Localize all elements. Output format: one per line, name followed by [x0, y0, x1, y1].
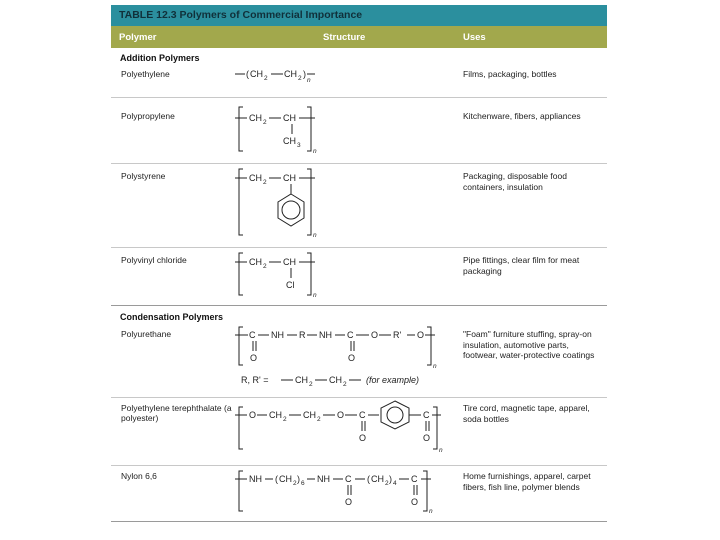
svg-text:CH: CH [303, 410, 316, 420]
svg-text:2: 2 [293, 480, 297, 487]
svg-text:3: 3 [297, 142, 301, 149]
section-condensation-polymers: Condensation Polymers [120, 312, 224, 322]
polypropylene-structure [235, 107, 317, 155]
svg-text:CH: CH [295, 375, 308, 385]
svg-text:2: 2 [263, 263, 267, 270]
polymer-uses: "Foam" furniture stuffing, spray-on insulation, automotive parts, footwear, water-protective coatings [463, 329, 595, 360]
pvc-structure [235, 253, 317, 299]
polymer-name: Polyethylene [121, 69, 170, 79]
svg-text:O: O [249, 410, 257, 420]
svg-text:(: ( [275, 474, 278, 484]
svg-text:CH: CH [284, 69, 297, 79]
svg-text:CH: CH [269, 410, 282, 420]
svg-text:): ) [389, 474, 392, 484]
svg-text:(: ( [367, 474, 370, 484]
polymer-uses: Kitchenware, fibers, appliances [463, 111, 581, 121]
svg-text:O: O [417, 330, 425, 340]
svg-text:C: C [423, 410, 430, 420]
svg-text:2: 2 [385, 480, 389, 487]
svg-text:n: n [429, 508, 433, 515]
svg-text:): ) [297, 474, 300, 484]
svg-text:C: C [359, 410, 366, 420]
svg-text:O: O [345, 497, 353, 507]
svg-text:NH: NH [249, 474, 262, 484]
svg-text:CH: CH [283, 136, 296, 146]
svg-text:n: n [313, 148, 317, 155]
table-title: TABLE 12.3 Polymers of Commercial Importance [119, 9, 363, 21]
svg-text:4: 4 [393, 480, 397, 487]
svg-text:R: R [299, 330, 306, 340]
svg-text:n: n [313, 292, 317, 299]
svg-text:2: 2 [263, 179, 267, 186]
polymer-uses: Packaging, disposable food containers, insulation [463, 171, 567, 192]
svg-text:C: C [411, 474, 418, 484]
section-addition-polymers: Addition Polymers [120, 53, 200, 63]
svg-text:2: 2 [309, 381, 313, 388]
svg-text:(: ( [246, 69, 249, 79]
svg-text:CH: CH [371, 474, 384, 484]
polymer-name: Polypropylene [121, 111, 175, 121]
svg-text:O: O [337, 410, 345, 420]
polymer-name: Nylon 6,6 [121, 471, 157, 481]
svg-text:2: 2 [317, 416, 321, 423]
svg-text:): ) [303, 69, 306, 79]
svg-text:CH: CH [250, 69, 263, 79]
polymer-name: Polyurethane [121, 329, 172, 339]
svg-text:R': R' [393, 330, 402, 340]
svg-text:C: C [249, 330, 256, 340]
svg-text:O: O [411, 497, 419, 507]
polymer-uses: Tire cord, magnetic tape, apparel, soda bottles [463, 403, 590, 424]
svg-text:O: O [250, 353, 258, 363]
svg-text:2: 2 [263, 119, 267, 126]
svg-text:CH: CH [249, 173, 262, 183]
svg-text:2: 2 [283, 416, 287, 423]
header-polymer: Polymer [119, 32, 157, 43]
svg-text:O: O [371, 330, 379, 340]
svg-text:CH: CH [279, 474, 292, 484]
svg-text:2: 2 [298, 75, 302, 82]
svg-text:2: 2 [264, 75, 268, 82]
svg-text:R, R' =: R, R' = [241, 375, 269, 385]
svg-text:CH: CH [283, 113, 296, 123]
svg-text:C: C [345, 474, 352, 484]
svg-text:n: n [313, 232, 317, 239]
polymer-name: Polyethylene terephthalate (a polyester) [121, 403, 232, 423]
svg-text:(for example): (for example) [366, 375, 420, 385]
polymer-table [111, 5, 607, 521]
svg-text:CH: CH [283, 173, 296, 183]
svg-text:Cl: Cl [286, 280, 295, 290]
svg-text:C: C [347, 330, 354, 340]
polymer-uses: Pipe fittings, clear film for meat packaging [463, 255, 580, 276]
svg-text:O: O [348, 353, 356, 363]
polyethylene-structure [235, 69, 315, 84]
svg-text:n: n [439, 447, 443, 454]
svg-text:NH: NH [317, 474, 330, 484]
svg-text:O: O [423, 433, 431, 443]
table-bottom-rule [111, 521, 607, 522]
svg-text:2: 2 [343, 381, 347, 388]
svg-text:CH: CH [249, 257, 262, 267]
svg-text:O: O [359, 433, 367, 443]
svg-text:CH: CH [329, 375, 342, 385]
polymer-name: Polyvinyl chloride [121, 255, 187, 265]
header-uses: Uses [463, 32, 486, 43]
nylon-structure [235, 471, 433, 515]
svg-text:n: n [433, 363, 437, 370]
svg-text:NH: NH [319, 330, 332, 340]
polymer-uses: Home furnishings, apparel, carpet fibers, fish line, polymer blends [463, 471, 591, 492]
structure-diagrams [111, 5, 607, 521]
svg-text:n: n [307, 77, 311, 84]
svg-text:CH: CH [249, 113, 262, 123]
polystyrene-structure [235, 169, 317, 239]
header-structure: Structure [323, 32, 366, 43]
polymer-uses: Films, packaging, bottles [463, 69, 557, 79]
svg-text:6: 6 [301, 480, 305, 487]
polyurethane-structure [235, 327, 437, 388]
svg-text:CH: CH [283, 257, 296, 267]
pet-structure [235, 401, 443, 454]
polymer-name: Polystyrene [121, 171, 166, 181]
svg-text:NH: NH [271, 330, 284, 340]
